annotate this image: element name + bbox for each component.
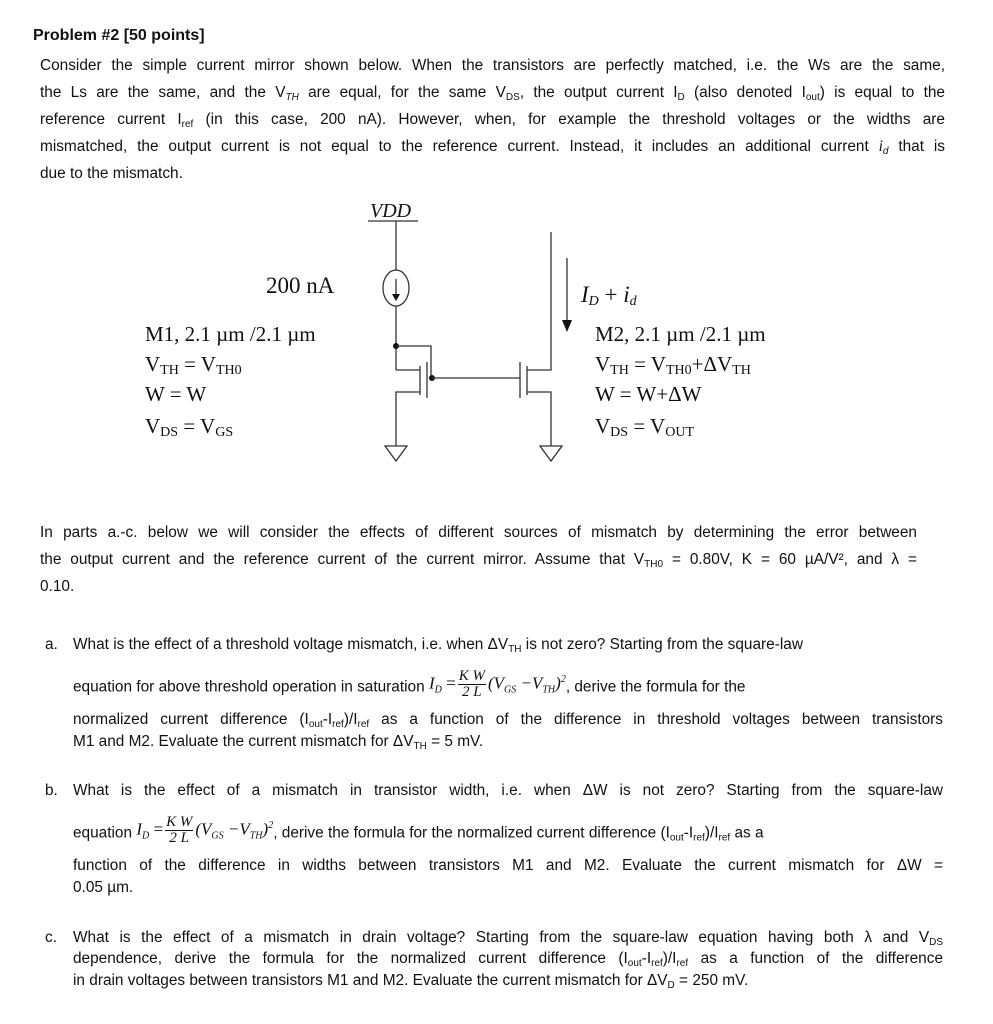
text-segment: , derive the formula for the (565, 678, 746, 696)
text-segment: out (805, 92, 820, 103)
text-line (73, 928, 943, 948)
text-segment: equation for above threshold operation in saturation (73, 678, 429, 696)
transistor-parameter (595, 322, 766, 346)
text-line (73, 635, 943, 655)
parameter-segment: DS (160, 425, 179, 440)
vdd-label: VDD (370, 200, 412, 222)
text-segment: normalized current difference (I (73, 711, 309, 728)
text-segment: D (667, 980, 675, 991)
square-law-equation (136, 815, 273, 846)
parameter-segment: V (595, 414, 611, 438)
text-segment: out (669, 832, 684, 844)
text-segment: is not zero? Starting from the square-law (521, 636, 803, 653)
parameter-segment: M1, 2.1 µm /2.1 µm (145, 322, 316, 346)
eq-denominator: 2 L (462, 684, 482, 700)
eq-lhs: I (136, 819, 143, 839)
transistor-parameter (145, 414, 233, 438)
output-current-arrow-head (562, 320, 572, 332)
text-line (73, 781, 943, 801)
m1-source-wire (396, 392, 420, 446)
text-segment: ref (693, 832, 705, 844)
text-line (73, 971, 943, 991)
eq-numerator: K W (166, 814, 193, 830)
text-segment: as a (730, 824, 764, 842)
text-segment: ref (332, 719, 344, 730)
text-segment: -I (641, 950, 652, 967)
text-segment: )/I (704, 824, 719, 842)
text-segment: TH (413, 741, 427, 752)
parameter-segment: V (595, 352, 611, 376)
text-segment: D (677, 92, 685, 103)
eq-gs: GS (504, 684, 517, 696)
id-subscript: D (588, 294, 599, 309)
text-segment: ref (181, 119, 194, 130)
text-segment: TH (285, 92, 299, 103)
plus-sign: + (598, 282, 624, 307)
text-segment: that is (888, 138, 946, 155)
text-segment: = 250 mV. (674, 972, 749, 989)
transistor-parameter (145, 352, 242, 376)
transistor-parameter (145, 382, 206, 406)
m2-drain-wire (527, 232, 551, 370)
eq-open: (V (487, 673, 504, 693)
text-segment: 0.05 µm. (73, 879, 134, 896)
text-segment: (also denoted I (684, 84, 806, 101)
text-segment: DS (505, 92, 520, 103)
text-segment: What is the effect of a mismatch in drain voltage? Starting from the square-law equation having both λ and V (73, 929, 930, 946)
id-small-subscript: d (629, 294, 637, 309)
eq-fraction (165, 815, 193, 846)
text-segment: ref (357, 719, 370, 730)
transistor-parameter (595, 382, 701, 406)
problem-title: Problem #2 [50 points] (33, 27, 205, 44)
text-segment: -I (683, 824, 694, 842)
parameter-segment: TH0 (215, 363, 242, 378)
text-line (73, 878, 943, 898)
eq-close: ) (555, 673, 561, 693)
eq-minus: −V (516, 673, 543, 693)
text-line (40, 577, 917, 597)
text-line (73, 814, 943, 846)
source-arrow-head (392, 294, 400, 301)
eq-gs: GS (211, 830, 224, 842)
diode-connection-wire (396, 346, 431, 378)
text-segment: DS (929, 937, 943, 948)
parameter-segment: TH (610, 363, 629, 378)
text-line (73, 856, 943, 876)
parameter-segment: OUT (665, 425, 694, 440)
text-segment: = 0.80V, K = 60 µA/V², and λ = (663, 551, 917, 568)
eq-open: (V (195, 819, 212, 839)
text-segment: as a function of the difference (688, 950, 944, 967)
parameter-segment: V (145, 414, 161, 438)
ground-icon-m2 (540, 446, 562, 461)
text-line (40, 550, 917, 570)
parameter-segment: W = W+ΔW (595, 382, 702, 406)
text-segment: , derive the formula for the normalized current difference (I (273, 824, 670, 842)
text-segment: in drain voltages between transistors M1 and M2. Evaluate the current mismatch for ΔV (73, 972, 668, 989)
eq-numerator: K W (458, 668, 485, 684)
eq-lhs: I (428, 673, 435, 693)
text-segment: equation (73, 824, 137, 842)
transistor-parameter (595, 352, 751, 376)
text-segment: the output current and the reference current of the current mirror. Assume that V (40, 551, 645, 568)
text-segment: are equal, for the same V (298, 84, 506, 101)
text-segment: out (308, 719, 323, 730)
eq-close: ) (262, 819, 269, 839)
text-segment: What is the effect of a mismatch in transistor width, i.e. when ΔW is not zero? Starting from the square-law (73, 782, 943, 799)
eq-equals: = (149, 819, 164, 839)
text-segment: What is the effect of a threshold voltage mismatch, i.e. when ΔV (73, 636, 509, 653)
id-symbol: I (581, 282, 589, 307)
eq-th: TH (542, 684, 556, 696)
eq-minus: −V (223, 819, 250, 839)
text-line (73, 949, 943, 969)
text-segment: mismatched, the output current is not equal to the reference current. Instead, it includes an additional current (40, 138, 879, 155)
reference-current-label: 200 nA (266, 273, 335, 298)
square-law-equation (429, 669, 566, 700)
parameter-segment: = V (628, 414, 666, 438)
transistor-parameter (145, 322, 316, 346)
text-segment: In parts a.-c. below we will consider the effects of different sources of mismatch by determining the error between (40, 524, 917, 541)
text-line (73, 710, 943, 730)
text-segment: due to the mismatch. (40, 165, 183, 182)
eq-power: 2 (268, 819, 274, 831)
parameter-segment: = V (178, 352, 216, 376)
parameter-segment: = V (628, 352, 666, 376)
parameter-segment: M2, 2.1 µm /2.1 µm (595, 322, 766, 346)
text-segment: )/I (343, 711, 358, 728)
id-small-symbol: i (623, 282, 630, 307)
part-marker: b. (45, 782, 58, 799)
text-segment: -I (322, 711, 333, 728)
parameter-segment: DS (610, 425, 629, 440)
parameter-segment: TH (160, 363, 179, 378)
eq-lhs-sub: D (434, 684, 442, 696)
text-segment: TH0 (644, 559, 664, 570)
text-segment: as a function of the difference in threshold voltages between transistors (369, 711, 943, 728)
part-marker: a. (45, 636, 58, 653)
eq-equals: = (441, 673, 456, 693)
text-segment: )/I (662, 950, 677, 967)
text-segment: the Ls are the same, and the V (40, 84, 286, 101)
text-segment: i (878, 138, 883, 155)
text-segment: reference current I (40, 111, 182, 128)
text-segment: ) is equal to the (819, 84, 945, 101)
eq-power: 2 (560, 673, 566, 685)
parameter-segment: W = W (145, 382, 207, 406)
eq-th: TH (249, 830, 263, 842)
eq-fraction (458, 669, 486, 700)
parameter-segment: = V (178, 414, 216, 438)
part-marker: c. (45, 929, 57, 946)
text-segment: = 5 mV. (426, 733, 484, 750)
text-segment: Consider the simple current mirror shown below. When the transistors are perfectly matched, i.e. the Ws are the same, (40, 57, 945, 74)
text-segment: function of the difference in widths between transistors M1 and M2. Evaluate the current mismatch for ΔW = (73, 857, 943, 874)
text-segment: ref (651, 958, 663, 969)
parameter-segment: TH0 (665, 363, 692, 378)
text-segment: out (627, 958, 642, 969)
output-current-label (581, 283, 637, 307)
text-segment: d (882, 146, 889, 157)
text-segment: dependence, derive the formula for the normalized current difference (I (73, 950, 628, 967)
parameter-segment: GS (215, 425, 234, 440)
text-segment: (in this case, 200 nA). However, when, for example the threshold voltages or the widths are (193, 111, 945, 128)
text-segment: ref (676, 958, 689, 969)
text-segment: , the output current I (519, 84, 678, 101)
text-line (40, 523, 917, 543)
text-segment: 0.10. (40, 578, 75, 595)
eq-denominator: 2 L (169, 830, 190, 846)
text-segment: ref (718, 832, 731, 844)
m2-source-wire (527, 392, 551, 446)
text-segment: TH (508, 644, 522, 655)
parameter-segment: +ΔV (691, 352, 733, 376)
parameter-segment: V (145, 352, 161, 376)
text-line (73, 668, 943, 700)
ground-icon-m1 (385, 446, 407, 461)
text-line (73, 732, 943, 752)
transistor-parameter (595, 414, 694, 438)
parameter-segment: TH (732, 363, 751, 378)
text-segment: M1 and M2. Evaluate the current mismatch for ΔV (73, 733, 414, 750)
eq-lhs-sub: D (142, 830, 150, 842)
